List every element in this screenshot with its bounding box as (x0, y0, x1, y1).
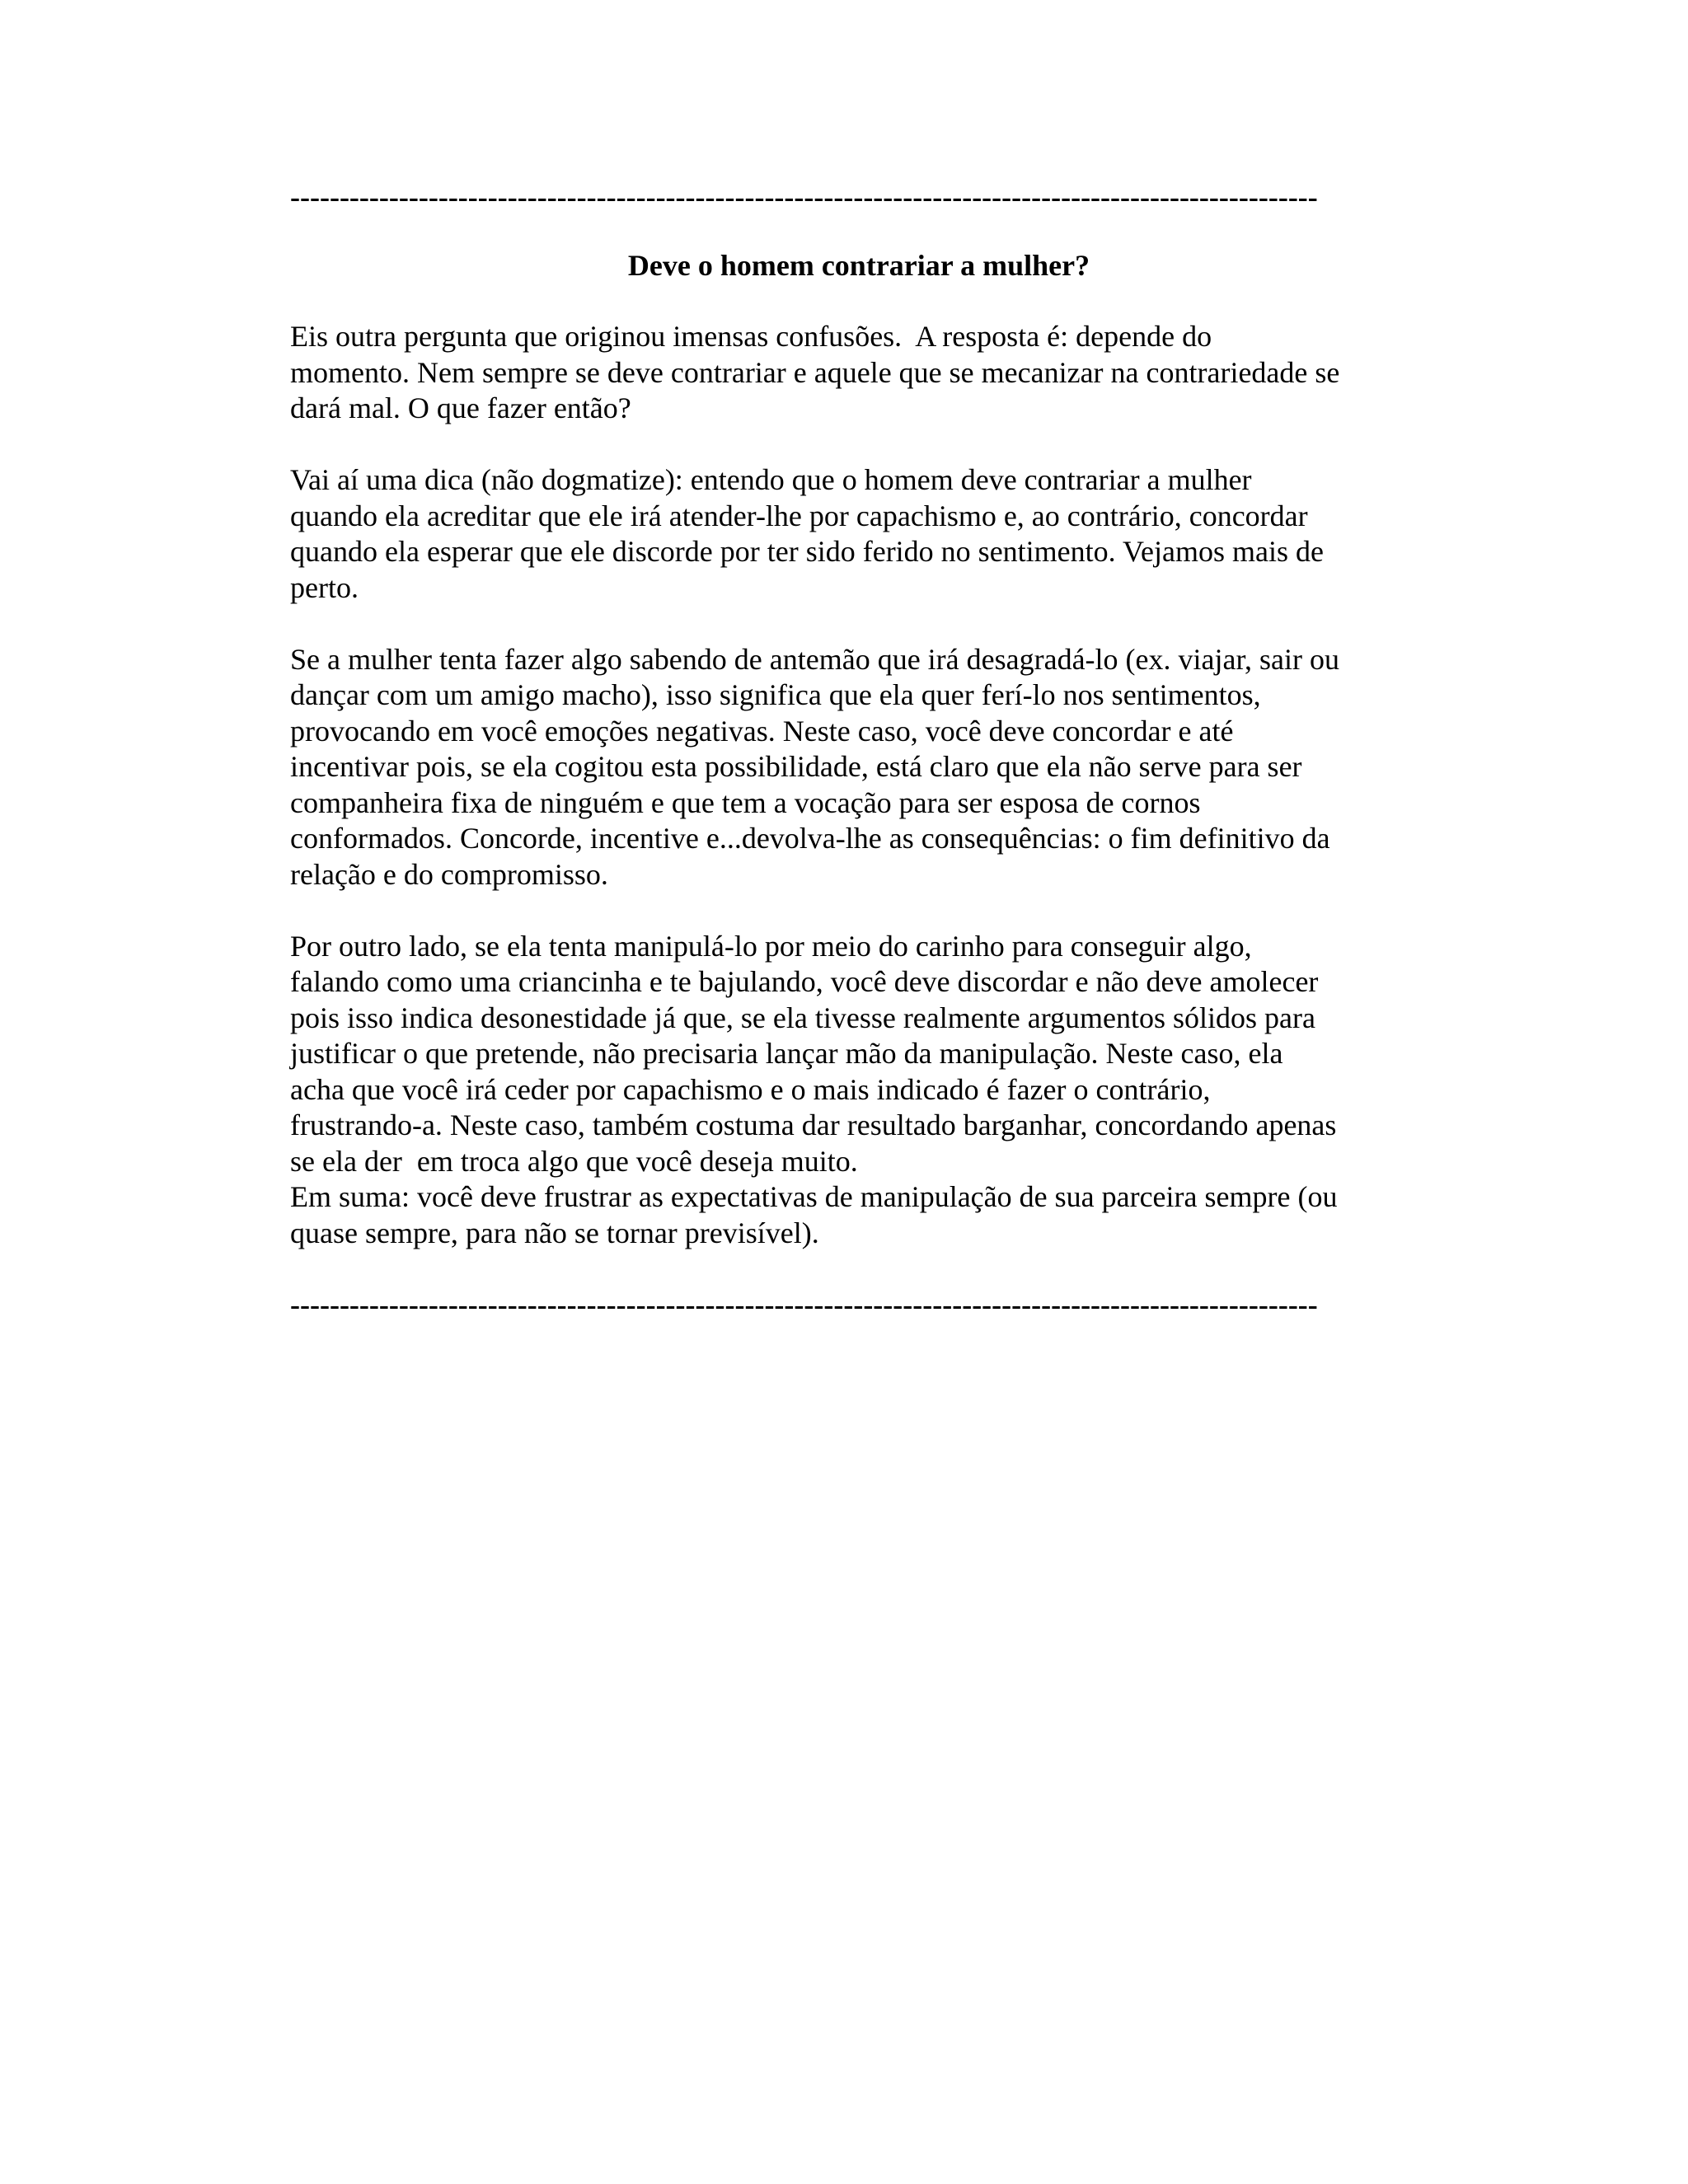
paragraph-4 (290, 929, 1395, 1252)
text-line: pois isso indica desonestidade já que, se ela tivesse realmente argumentos sólidos para (290, 1001, 1316, 1034)
text-line: conformados. Concorde, incentive e...devolva-lhe as consequências: o fim definitivo da (290, 822, 1330, 855)
text-line: relação e do compromisso. (290, 857, 608, 891)
text-line: incentivar pois, se ela cogitou esta possibilidade, está claro que ela não serve para ser (290, 750, 1302, 783)
text-line: justificar o que pretende, não precisaria lançar mão da manipulação. Neste caso, ela (290, 1037, 1283, 1070)
top-separator-rule: -------------------------------------------------------------------------------------------------------- (290, 180, 1318, 213)
text-line: perto. (290, 570, 359, 604)
text-line: companheira fixa de ninguém e que tem a vocação para ser esposa de cornos (290, 785, 1201, 819)
text-line: Por outro lado, se ela tenta manipulá-lo por meio do carinho para conseguir algo, (290, 929, 1252, 963)
text-line: quando ela acreditar que ele irá atender-lhe por capachismo e, ao contrário, concordar (290, 499, 1308, 532)
text-line: se ela der em troca algo que você deseja muito. (290, 1144, 858, 1178)
text-line: Em suma: você deve frustrar as expectativas de manipulação de sua parceira sempre (ou (290, 1180, 1338, 1213)
text-line: dará mal. O que fazer então? (290, 391, 631, 424)
document-title: Deve o homem contrariar a mulher? (627, 248, 1090, 282)
document-page (290, 180, 1395, 1323)
text-line: provocando em você emoções negativas. Neste caso, você deve concordar e até (290, 714, 1234, 748)
text-line: Eis outra pergunta que originou imensas confusões. A resposta é: depende do (290, 320, 1212, 353)
text-line: quando ela esperar que ele discorde por ter sido ferido no sentimento. Vejamos mais de (290, 535, 1324, 568)
text-line: acha que você irá ceder por capachismo e o mais indicado é fazer o contrário, (290, 1072, 1211, 1106)
paragraph-2 (290, 462, 1395, 606)
text-line: Se a mulher tenta fazer algo sabendo de antemão que irá desagradá-lo (ex. viajar, sair ou (290, 642, 1339, 676)
text-line: falando como uma criancinha e te bajulando, você deve discordar e não deve amolecer (290, 965, 1319, 998)
text-line: Vai aí uma dica (não dogmatize): entendo que o homem deve contrariar a mulher (290, 463, 1252, 496)
paragraph-1 (290, 319, 1395, 427)
text-line: momento. Nem sempre se deve contrariar e aquele que se mecanizar na contrariedade se (290, 355, 1340, 389)
text-line: dançar com um amigo macho), isso significa que ela quer ferí-lo nos sentimentos, (290, 678, 1261, 711)
bottom-separator-rule: -------------------------------------------------------------------------------------------------------- (290, 1287, 1318, 1321)
text-line: quase sempre, para não se tornar previsível). (290, 1216, 819, 1249)
text-line: frustrando-a. Neste caso, também costuma dar resultado barganhar, concordando apenas (290, 1108, 1337, 1141)
paragraph-3 (290, 642, 1395, 893)
